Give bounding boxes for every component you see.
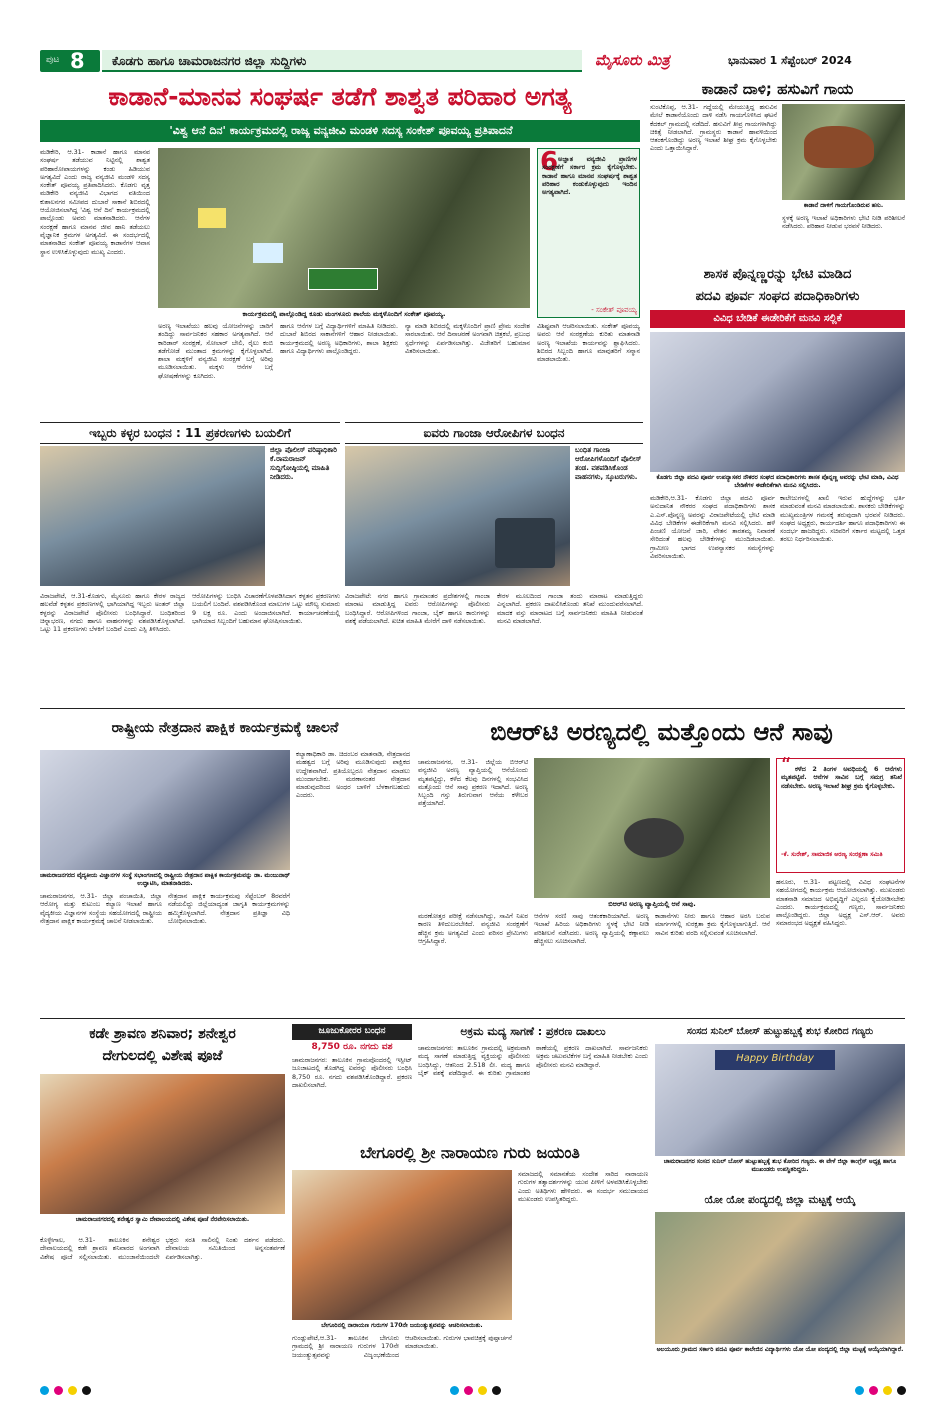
- elephant-story: [418, 714, 905, 1014]
- yoga-headline: ಯೋ ಯೋ ಪಂದ್ಯದಲ್ಲಿ ಜಿಲ್ಲಾ ಮಟ್ಟಕ್ಕೆ ಆಯ್ಕೆ: [704, 1194, 856, 1206]
- gamble-text: ಚಾಮರಾಜನಗರ: ತಾಲೂಕಿನ ಗ್ರಾಮವೊಂದರಲ್ಲಿ ಇಸ್ಪೀಟ್ ಜೂಜಾಟದಲ್ಲಿ ತೊಡಗಿದ್ದ ಐವರನ್ನು ಪೊಲೀಸರು ಬಂಧಿಸಿ 8,750 ರೂ. ನಗದು ವಶಪಡಿಸಿಕೊಂಡಿದ್ದಾರೆ. ಪ್ರಕರಣ ದಾಖಲಿಸಲಾಗಿದೆ.: [292, 1056, 412, 1089]
- cow-caption: ಕಾಡಾನೆ ದಾಳಿಗೆ ಗಾಯಗೊಂಡಿರುವ ಹಸು.: [803, 202, 884, 209]
- cow-text-2: ಸ್ಥಳಕ್ಕೆ ಅರಣ್ಯ ಇಲಾಖೆ ಅಧಿಕಾರಿಗಳು ಭೇಟಿ ನೀಡಿ ಪರಿಶೀಲನೆ ನಡೆಸಿದರು. ಪರಿಹಾರ ನೀಡುವ ಭರವಸೆ ನೀಡಿದರು.: [782, 214, 905, 231]
- police-column-1: ವಿರಾಜಪೇಟೆ, ಆ.31-ಕೊಡಗು, ಮೈಸೂರು ಹಾಗೂ ಕೇರಳ ರಾಜ್ಯದ ಹಲವೆಡೆ ಕಳ್ಳತನ ಪ್ರಕರಣಗಳಲ್ಲಿ ಭಾಗಿಯಾಗಿದ್ದ ಇಬ್ಬರು ಅಂತರ್ ಜಿಲ್ಲಾ ಕಳ್ಳರನ್ನು ವಿರಾಜಪೇಟೆ ಪೊಲೀಸರು ಬಂಧಿಸಿದ್ದಾರೆ. ಬಂಧಿತರಿಂದ ಚಿನ್ನಾಭರಣ, ನಗದು ಹಾಗೂ ವಾಹನಗಳನ್ನು ವಶಪಡಿಸಿಕೊಳ್ಳಲಾಗಿದೆ. ಒಟ್ಟು 11 ಪ್ರಕರಣಗಳು ಬೆಳಕಿಗೆ ಬಂದಿವೆ ಎಂದು ಎಸ್ಪಿ ತಿಳಿಸಿದರು.: [40, 592, 185, 634]
- ganja-photo-label: ಬಂಧಿತ ಗಾಂಜಾ ಆರೋಪಿಗಳೊಂದಿಗೆ ಪೊಲೀಸ್ ತಂಡ. ವಶಪಡಿಸಿಕೊಂಡ ವಾಹನಗಳು, ಸ್ಕೂಟರುಗಳು.: [575, 446, 642, 481]
- birthday-headline: ಸಂಸದ ಸುನಿಲ್ ಬೋಸ್ ಹುಟ್ಟುಹಬ್ಬಕ್ಕೆ ಶುಭ ಕೋರಿದ ಗಣ್ಯರು: [686, 1026, 874, 1037]
- eye-headline: ರಾಷ್ಟ್ರೀಯ ನೇತ್ರದಾನ ಪಾಕ್ಷಿಕ ಕಾರ್ಯಕ್ರಮಕ್ಕೆ ಚಾಲನೆ: [111, 720, 339, 736]
- gamble-amount: 8,750 ರೂ. ನಗದು ವಶ: [311, 1042, 393, 1052]
- lead-column-3: ಹಾಗೂ ಆನೆಗಳ ಬಗ್ಗೆ ವಿದ್ಯಾರ್ಥಿಗಳಿಗೆ ಮಾಹಿತಿ ನೀಡಿದರು. ದುಬಾರೆ ಶಿಬಿರದ ಸಾಕಾನೆಗಳಿಗೆ ಆಹಾರ ನೀಡಲಾಯಿತು. ಕಾರ್ಯಕ್ರಮದಲ್ಲಿ ಅರಣ್ಯ ಅಧಿಕಾರಿಗಳು, ಶಾಲಾ ಶಿಕ್ಷಕರು ಹಾಗೂ ವಿದ್ಯಾರ್ಥಿಗಳು ಪಾಲ್ಗೊಂಡಿದ್ದರು.: [280, 322, 398, 355]
- lead-subhead: 'ವಿಶ್ವ ಆನೆ ದಿನ' ಕಾರ್ಯಕ್ರಮದಲ್ಲಿ ರಾಜ್ಯ ವನ್ಯಜೀವಿ ಮಂಡಳಿ ಸದಸ್ಯ ಸಂಕೇತ್ ಪೂವಯ್ಯ ಪ್ರತಿಪಾದನೆ: [169, 124, 513, 137]
- ganja-story: [345, 422, 643, 702]
- section-divider: [40, 708, 905, 709]
- section-title-bar: [102, 50, 582, 72]
- cow-photo: [782, 104, 905, 200]
- narayana-story: [292, 1140, 648, 1375]
- police-story: [40, 422, 340, 702]
- cow-shape: [804, 126, 874, 168]
- section-title: ಕೊಡಗು ಹಾಗೂ ಚಾಮರಾಜನಗರ ಜಿಲ್ಲಾ ಸುದ್ದಿಗಳು: [112, 54, 307, 68]
- quote-mark-icon: “: [781, 753, 792, 777]
- yoga-story: [655, 1190, 905, 1375]
- eye-photo: [40, 750, 290, 870]
- shani-text: ಕೊಳ್ಳೇಗಾಲ, ಆ.31- ತಾಲೂಕಿನ ಶನೇಶ್ವರ ದೇವಾಲಯದಲ್ಲಿ ಕಡೇ ಶ್ರಾವಣ ಶನಿವಾರದ ಅಂಗವಾಗಿ ವಿಶೇಷ ಪೂಜೆ ಸಲ್ಲಿಸಲಾಯಿತು. ಮುಂಜಾನೆಯಿಂದಲೇ ಭಕ್ತರು ಸರತಿ ಸಾಲಿನಲ್ಲಿ ನಿಂತು ದರ್ಶನ ಪಡೆದರು. ದೇವಾಲಯ ಸಮಿತಿಯಿಂದ ಅನ್ನಸಂತರ್ಪಣೆ ಏರ್ಪಡಿಸಲಾಗಿತ್ತು.: [40, 1236, 285, 1261]
- ganja-column-1: ವಿರಾಜಪೇಟೆ: ನಗರ ಹಾಗೂ ಗ್ರಾಮಾಂತರ ಪ್ರದೇಶಗಳಲ್ಲಿ ಗಾಂಜಾ ಮಾರಾಟ ಮಾಡುತ್ತಿದ್ದ ಐವರು ಆರೋಪಿಗಳನ್ನು ಪೊಲೀಸರು ಬಂಧಿಸಿದ್ದಾರೆ. ಆರೋಪಿಗಳಿಂದ ಗಾಂಜಾ, ಬೈಕ್ ಹಾಗೂ ಕಾರುಗಳನ್ನು ವಶಕ್ಕೆ ಪಡೆಯಲಾಗಿದೆ. ಖಚಿತ ಮಾಹಿತಿ ಮೇರೆಗೆ ದಾಳಿ ನಡೆಸಲಾಯಿತು.: [345, 592, 490, 625]
- liquor-text: ಚಾಮರಾಜನಗರ: ತಾಲೂಕಿನ ಗ್ರಾಮದಲ್ಲಿ ಅಕ್ರಮವಾಗಿ ಮದ್ಯ ಸಾಗಣೆ ಮಾಡುತ್ತಿದ್ದ ವ್ಯಕ್ತಿಯನ್ನು ಪೊಲೀಸರು ಬಂಧಿಸಿದ್ದು, ಆತನಿಂದ 2.518 ಲೀ. ಮದ್ಯ ಹಾಗೂ ಬೈಕ್ ವಶಕ್ಕೆ ಪಡೆದಿದ್ದಾರೆ. ಈ ಕುರಿತು ಗ್ರಾಮಾಂತರ ಠಾಣೆಯಲ್ಲಿ ಪ್ರಕರಣ ದಾಖಲಾಗಿದೆ. ಸಾರ್ವಜನಿಕರು ಅಕ್ರಮ ಚಟುವಟಿಕೆಗಳ ಬಗ್ಗೆ ಮಾಹಿತಿ ನೀಡಬೇಕು ಎಂದು ಪೊಲೀಸರು ಮನವಿ ಮಾಡಿದ್ದಾರೆ.: [418, 1044, 648, 1077]
- meeting-headline-1: ಶಾಸಕ ಪೊನ್ನಣ್ಣರನ್ನು ಭೇಟಿ ಮಾಡಿದ: [703, 267, 852, 282]
- masthead: [40, 48, 905, 74]
- police-headline: ಇಬ್ಬರು ಕಳ್ಳರ ಬಂಧನ : 11 ಪ್ರಕರಣಗಳು ಬಯಲಿಗೆ: [40, 422, 340, 444]
- lead-photo: [158, 148, 530, 308]
- eye-story: [40, 714, 410, 1014]
- shani-photo: [40, 1074, 285, 1214]
- lead-photo-caption: ಕಾರ್ಯಕ್ರಮದಲ್ಲಿ ಪಾಲ್ಗೊಂಡಿದ್ದ ಕೂಡು ಮಂಗಳೂರು ಶಾಲೆಯ ಮಕ್ಕಳೊಂದಿಗೆ ಸಂಕೇತ್ ಪೂವಯ್ಯ.: [242, 310, 446, 318]
- liquor-headline: ಅಕ್ರಮ ಮದ್ಯ ಸಾಗಣೆ : ಪ್ರಕರಣ ದಾಖಲು: [460, 1025, 606, 1038]
- cow-story: [650, 78, 905, 258]
- registration-mark: [82, 1386, 91, 1395]
- registration-mark: [883, 1386, 892, 1395]
- elephant-column-2: ಮರಣೋತ್ತರ ಪರೀಕ್ಷೆ ನಡೆಸಲಾಗಿದ್ದು, ಸಾವಿಗೆ ನಿಖರ ಕಾರಣ ತಿಳಿದುಬರಬೇಕಿದೆ. ವನ್ಯಜೀವಿ ಸಂರಕ್ಷಣೆಗೆ ಹೆಚ್ಚಿನ ಕ್ರಮ ಅಗತ್ಯವಿದೆ ಎಂದು ಪರಿಸರ ಪ್ರೇಮಿಗಳು ಆಗ್ರಹಿಸಿದ್ದಾರೆ.: [418, 912, 528, 945]
- elephant-photo-caption: ಬಿಆರ್‌ಟಿ ಅರಣ್ಯ ವ್ಯಾಪ್ತಿಯಲ್ಲಿ ಆನೆ ಸಾವು.: [608, 900, 696, 908]
- elephant-column-1: ಚಾಮರಾಜನಗರ, ಆ.31- ಜಿಲ್ಲೆಯ ಬಿಆರ್‌ಟಿ ವನ್ಯಜೀವಿ ಅರಣ್ಯ ವ್ಯಾಪ್ತಿಯಲ್ಲಿ ಆನೆಯೊಂದು ಮೃತಪಟ್ಟಿದ್ದು, ಕಳೆದ ಕೆಲವು ದಿನಗಳಲ್ಲಿ ಸಂಭವಿಸಿದ ಮತ್ತೊಂದು ಆನೆ ಸಾವು ಪ್ರಕರಣ ಇದಾಗಿದೆ. ಅರಣ್ಯ ಸಿಬ್ಬಂದಿ ಗಸ್ತು ತಿರುಗುವಾಗ ಆನೆಯ ಕಳೇಬರ ಪತ್ತೆಯಾಗಿದೆ.: [418, 758, 528, 808]
- eye-column-3: ನೇತ್ರದಾನ ಪಾಕ್ಷಿಕ ಕಾರ್ಯಕ್ರಮವು ಸೆಪ್ಟೆಂಬರ್ 8ರವರೆಗೆ ನಡೆಯಲಿದ್ದು ಜಿಲ್ಲೆಯಾದ್ಯಂತ ಜಾಗೃತಿ ಕಾರ್ಯಕ್ರಮಗಳನ್ನು ಹಮ್ಮಿಕೊಳ್ಳಲಾಗಿದೆ. ನೇತ್ರದಾನ ಪ್ರತಿಜ್ಞಾ ವಿಧಿ ಬೋಧಿಸಲಾಯಿತು.: [168, 892, 290, 925]
- narayana-column-2: ಸಮಾಜದಲ್ಲಿ ಸಮಾನತೆಯ ಸಂದೇಶ ಸಾರಿದ ನಾರಾಯಣ ಗುರುಗಳ ತತ್ವಾದರ್ಶಗಳನ್ನು ಯುವ ಪೀಳಿಗೆ ಅಳವಡಿಸಿಕೊಳ್ಳಬೇಕು ಎಂದು ಅತಿಥಿಗಳು ಹೇಳಿದರು. ಈ ಸಂದರ್ಭ ಸಮುದಾಯದ ಮುಖಂಡರು ಉಪಸ್ಥಿತರಿದ್ದರು.: [518, 1170, 648, 1203]
- police-photo-label: ಜಿಲ್ಲಾ ಪೊಲೀಸ್ ವರಿಷ್ಠಾಧಿಕಾರಿ ಕೆ.ರಾಮರಾಜನ್ ಸುದ್ದಿಗೋಷ್ಠಿಯಲ್ಲಿ ಮಾಹಿತಿ ನೀಡಿದರು.: [270, 446, 337, 481]
- narayana-headline: ಬೇಗೂರಲ್ಲಿ ಶ್ರೀ ನಾರಾಯಣ ಗುರು ಜಯಂತಿ: [360, 1143, 580, 1162]
- gamble-story: [292, 1022, 412, 1137]
- shani-headline-1: ಕಡೇ ಶ್ರಾವಣ ಶನಿವಾರ; ಶನೇಶ್ವರ: [89, 1026, 236, 1042]
- lead-column-4: ನ್ಯಾ ಮಾಡಿ ಶಿಬಿರದಲ್ಲಿ ಮಕ್ಕಳೊಂದಿಗೆ ಪ್ರಾಣಿ ಪ್ರೇಮ ಸಂದೇಶ ಸಾರಲಾಯಿತು. ಆನೆ ದಿನಾಚರಣೆ ಅಂಗವಾಗಿ ಚಿತ್ರಕಲೆ, ಪ್ರಬಂಧ ಸ್ಪರ್ಧೆಗಳನ್ನು ಏರ್ಪಡಿಸಲಾಗಿತ್ತು. ವಿಜೇತರಿಗೆ ಬಹುಮಾನ ವಿತರಿಸಲಾಯಿತು.: [405, 322, 530, 355]
- page-label: ಪುಟ: [46, 55, 60, 65]
- eye-caption: ಚಾಮರಾಜನಗರದ ವೈದ್ಯಕೀಯ ವಿಜ್ಞಾನಗಳ ಸಂಸ್ಥೆ ಸಭಾಂಗಣದಲ್ಲಿ ರಾಷ್ಟ್ರೀಯ ನೇತ್ರದಾನ ಪಾಕ್ಷಿಕ ಕಾರ್ಯಕ್ರಮವನ್ನು ಡಾ. ಮಂಜುನಾಥ್ ಉದ್ಘಾಟಿಸಿ, ಮಾತನಾಡಿದರು.: [40, 872, 290, 887]
- meeting-photo: [650, 332, 905, 472]
- lead-column-1: ಮಡಿಕೇರಿ, ಆ.31- ಕಾಡಾನೆ ಹಾಗೂ ಮಾನವ ಸಂಘರ್ಷ ತಡೆಯುವ ನಿಟ್ಟಿನಲ್ಲಿ ಶಾಶ್ವತ ಪರಿಹಾರೋಪಾಯಗಳನ್ನು ಕಂಡು ಹಿಡಿಯುವ ಅಗತ್ಯವಿದೆ ಎಂದು ರಾಜ್ಯ ವನ್ಯಜೀವಿ ಮಂಡಳಿ ಸದಸ್ಯ ಸಂಕೇತ್ ಪೂವಯ್ಯ ಪ್ರತಿಪಾದಿಸಿದರು. ಕೊಡಗು ವೃತ್ತ ಮಡಿಕೇರಿ ವನ್ಯಜೀವಿ ವಿಭಾಗದ ವತಿಯಿಂದ ಕುಶಾಲನಗರ ಸಮೀಪದ ದುಬಾರೆ ಸಾಕಾನೆ ಶಿಬಿರದಲ್ಲಿ ಆಯೋಜಿಸಲಾಗಿದ್ದ 'ವಿಶ್ವ ಆನೆ ದಿನ' ಕಾರ್ಯಕ್ರಮದಲ್ಲಿ ಪಾಲ್ಗೊಂಡು ಅವರು ಮಾತನಾಡಿದರು. ಆನೆಗಳ ಸಂರಕ್ಷಣೆ ಹಾಗೂ ಮಾನವ ಜೀವ ಹಾನಿ ತಡೆಯಲು ವೈಜ್ಞಾನಿಕ ಕ್ರಮಗಳ ಅಗತ್ಯವಿದೆ. ಈ ಸಂದರ್ಭದಲ್ಲಿ ಮಾತನಾಡಿದ ಸಂಕೇತ್ ಪೂವಯ್ಯ ಕಾಡಾನೆಗಳ ಆವಾಸ ಸ್ಥಾನ ಉಳಿಸಿಕೊಳ್ಳುವುದು ಮುಖ್ಯ ಎಂದರು.: [40, 148, 150, 256]
- police-column-2: ಆರೋಪಿಗಳನ್ನು ಬಂಧಿಸಿ ವಿಚಾರಣೆಗೊಳಪಡಿಸಿದಾಗ ಕಳ್ಳತನ ಪ್ರಕರಣಗಳು ಬಯಲಿಗೆ ಬಂದಿವೆ. ವಶಪಡಿಸಿಕೊಂಡ ಮಾಲುಗಳ ಒಟ್ಟು ಮೌಲ್ಯ ಸುಮಾರು 9 ಲಕ್ಷ ರೂ. ಎಂದು ಅಂದಾಜಿಸಲಾಗಿದೆ. ಕಾರ್ಯಾಚರಣೆಯಲ್ಲಿ ಭಾಗಿಯಾದ ಸಿಬ್ಬಂದಿಗೆ ಬಹುಮಾನ ಘೋಷಿಸಲಾಯಿತು.: [192, 592, 340, 625]
- lead-story: [40, 78, 640, 418]
- registration-mark: [492, 1386, 501, 1395]
- gamble-headline: ಜೂಜುಕೋರರ ಬಂಧನ: [318, 1026, 386, 1036]
- ganja-column-2: ಕೇರಳ ಮೂಲದಿಂದ ಗಾಂಜಾ ತಂದು ಮಾರಾಟ ಮಾಡುತ್ತಿದ್ದರು ಎನ್ನಲಾಗಿದೆ. ಪ್ರಕರಣ ದಾಖಲಿಸಿಕೊಂಡು ತನಿಖೆ ಮುಂದುವರೆಸಲಾಗಿದೆ. ಮಾದಕ ವಸ್ತು ಮಾರಾಟದ ಬಗ್ಗೆ ಸಾರ್ವಜನಿಕರು ಮಾಹಿತಿ ನೀಡುವಂತೆ ಮನವಿ ಮಾಡಲಾಗಿದೆ.: [497, 592, 643, 625]
- elephant-headline: ಬಿಆರ್‌ಟಿ ಅರಣ್ಯದಲ್ಲಿ ಮತ್ತೊಂದು ಆನೆ ಸಾವು: [490, 718, 833, 746]
- yoga-photo: [655, 1212, 905, 1344]
- quote-author: - ಸಂಕೇತ್ ಪೂವಯ್ಯ: [591, 306, 637, 314]
- placard: [198, 208, 226, 228]
- cow-headline: ಕಾಡಾನೆ ದಾಳಿ; ಹಸುವಿಗೆ ಗಾಯ: [701, 80, 854, 98]
- narayana-photo: [292, 1170, 512, 1320]
- narayana-caption: ಬೇಗೂರಿನಲ್ಲಿ ನಾರಾಯಣ ಗುರುಗಳ 170ನೇ ಜಯಂತ್ಯುತ್ಸವವನ್ನು ಆಚರಿಸಲಾಯಿತು.: [321, 1322, 483, 1329]
- elephant-quote-text: ಕಳೆದ 2 ತಿಂಗಳ ಅವಧಿಯಲ್ಲಿ 6 ಆನೆಗಳು ಮೃತಪಟ್ಟಿವೆ. ಆನೆಗಳ ಸಾವಿನ ಬಗ್ಗೆ ಸಮಗ್ರ ತನಿಖೆ ನಡೆಸಬೇಕು. ಅರಣ್ಯ ಇಲಾಖೆ ಶೀಘ್ರ ಕ್ರಮ ಕೈಗೊಳ್ಳಬೇಕು.: [781, 765, 902, 790]
- meeting-caption: ಕೊಡಗು ಜಿಲ್ಲಾ ಪದವಿ ಪೂರ್ವ ಉಪನ್ಯಾಸಕರ ನೌಕರರ ಸಂಘದ ಪದಾಧಿಕಾರಿಗಳು ಶಾಸಕ ಪೊನ್ನಣ್ಣ ಅವರನ್ನು ಭೇಟಿ ಮಾಡಿ, ವಿವಿಧ ಬೇಡಿಕೆಗಳ ಈಡೇರಿಕೆಗಾಗಿ ಮನವಿ ಸಲ್ಲಿಸಿದರು.: [656, 474, 899, 489]
- registration-mark: [855, 1386, 864, 1395]
- birthday-banner: [715, 1050, 835, 1070]
- page-number: 8: [70, 49, 85, 73]
- registration-mark: [897, 1386, 906, 1395]
- meeting-story: [650, 262, 905, 702]
- ganja-photo: [345, 446, 570, 586]
- registration-mark: [478, 1386, 487, 1395]
- registration-mark: [40, 1386, 49, 1395]
- page-badge: [40, 50, 100, 72]
- banner-sign: [308, 268, 378, 290]
- lead-subhead-bar: [40, 120, 640, 142]
- ganja-headline: ಐವರು ಗಾಂಜಾ ಆರೋಪಿಗಳ ಬಂಧನ: [345, 422, 643, 444]
- shani-headline-2: ದೇಗುಲದಲ್ಲಿ ವಿಶೇಷ ಪೂಜೆ: [102, 1048, 223, 1064]
- eye-column-1: ಕಲ್ಯಾಣಾಧಿಕಾರಿ ಡಾ. ಚಿದಂಬರ ಮಾತನಾಡಿ, ನೇತ್ರದಾನದ ಮಹತ್ವದ ಬಗ್ಗೆ ಅರಿವು ಮೂಡಿಸುವುದು ಪಾಕ್ಷಿಕದ ಉದ್ದೇಶವಾಗಿದೆ. ಪ್ರತಿಯೊಬ್ಬರೂ ನೇತ್ರದಾನ ಮಾಡಲು ಮುಂದಾಗಬೇಕು. ಮರಣಾನಂತರ ನೇತ್ರದಾನ ಮಾಡುವುದರಿಂದ ಅಂಧರ ಬಾಳಿಗೆ ಬೆಳಕಾಗಬಹುದು ಎಂದರು.: [296, 750, 410, 800]
- lead-quote-box: [537, 148, 640, 318]
- elephant-carcass-shape: [624, 818, 684, 858]
- birthday-photo: [655, 1044, 905, 1156]
- elephant-quote-author: -ಕೆ. ಸುರೇಶ್, ಸಾಮಾಜಿಕ ಅರಣ್ಯ ಸಂರಕ್ಷಣಾ ಸಮಿತಿ: [781, 851, 883, 858]
- eye-column-2: ಚಾಮರಾಜನಗರ, ಆ.31- ಜಿಲ್ಲಾ ಪಂಚಾಯಿತಿ, ಜಿಲ್ಲಾ ಆರೋಗ್ಯ ಮತ್ತು ಕುಟುಂಬ ಕಲ್ಯಾಣ ಇಲಾಖೆ ಹಾಗೂ ವೈದ್ಯಕೀಯ ವಿಜ್ಞಾನಗಳ ಸಂಸ್ಥೆಯ ಸಹಯೋಗದಲ್ಲಿ ರಾಷ್ಟ್ರೀಯ ನೇತ್ರದಾನ ಪಾಕ್ಷಿಕ ಕಾರ್ಯಕ್ರಮಕ್ಕೆ ಚಾಲನೆ ನೀಡಲಾಯಿತು.: [40, 892, 162, 925]
- birthday-banner-text: Happy Birthday: [736, 1053, 814, 1064]
- registration-mark: [54, 1386, 63, 1395]
- meeting-headline-2: ಪದವಿ ಪೂರ್ವ ಸಂಘದ ಪದಾಧಿಕಾರಿಗಳು: [695, 289, 860, 304]
- registration-mark: [869, 1386, 878, 1395]
- meeting-column-1: ಮಡಿಕೇರಿ,ಆ.31- ಕೊಡಗು ಜಿಲ್ಲಾ ಪದವಿ ಪೂರ್ವ ಅನುದಾನಿತ ನೌಕರರ ಸಂಘದ ಪದಾಧಿಕಾರಿಗಳು ಶಾಸಕ ಎ.ಎಸ್.ಪೊನ್ನಣ್ಣ ಅವರನ್ನು ವಿರಾಜಪೇಟೆಯಲ್ಲಿ ಭೇಟಿ ಮಾಡಿ ವಿವಿಧ ಬೇಡಿಕೆಗಳ ಈಡೇರಿಕೆಗಾಗಿ ಮನವಿ ಸಲ್ಲಿಸಿದರು. ಹಳೆ ಪಿಂಚಣಿ ಯೋಜನೆ ಜಾರಿ, ವೇತನ ತಾರತಮ್ಯ ನಿವಾರಣೆ ಸೇರಿದಂತೆ ಹಲವು ಬೇಡಿಕೆಗಳನ್ನು ಮುಂದಿಡಲಾಯಿತು. ಗ್ರಾಮೀಣ ಭಾಗದ ಉಪನ್ಯಾಸಕರ ಸಮಸ್ಯೆಗಳನ್ನು ವಿವರಿಸಲಾಯಿತು.: [650, 494, 775, 561]
- registration-mark: [450, 1386, 459, 1395]
- narayana-column-1: ಗುಂಡ್ಲುಪೇಟೆ,ಆ.31- ತಾಲೂಕಿನ ಬೇಗೂರು ಗ್ರಾಮದಲ್ಲಿ ಶ್ರೀ ನಾರಾಯಣ ಗುರುಗಳ 170ನೇ ಜಯಂತ್ಯುತ್ಸವವನ್ನು ವಿಜೃಂಭಣೆಯಿಂದ ಆಚರಿಸಲಾಯಿತು. ಗುರುಗಳ ಭಾವಚಿತ್ರಕ್ಕೆ ಪುಷ್ಪಾರ್ಚನೆ ಮಾಡಲಾಯಿತು.: [292, 1334, 512, 1359]
- section-divider: [40, 1018, 905, 1019]
- registration-mark: [68, 1386, 77, 1395]
- placard: [253, 243, 283, 263]
- right-mid-text: ಹನೂರು, ಆ.31- ಪಟ್ಟಣದಲ್ಲಿ ವಿವಿಧ ಸಂಘಟನೆಗಳ ಸಹಯೋಗದಲ್ಲಿ ಕಾರ್ಯಕ್ರಮ ಆಯೋಜಿಸಲಾಗಿತ್ತು. ಮುಖಂಡರು ಮಾತನಾಡಿ ಸಮಾಜದ ಅಭಿವೃದ್ಧಿಗೆ ಎಲ್ಲರೂ ಕೈಜೋಡಿಸಬೇಕು ಎಂದರು. ಕಾರ್ಯಕ್ರಮದಲ್ಲಿ ಗಣ್ಯರು, ಸಾರ್ವಜನಿಕರು ಪಾಲ್ಗೊಂಡಿದ್ದರು. ಜಿಲ್ಲಾ ಅಧ್ಯಕ್ಷ ಎಸ್.ಆರ್. ಅವರು ಸಮಾರಂಭದ ಅಧ್ಯಕ್ಷತೆ ವಹಿಸಿದ್ದರು.: [776, 878, 905, 928]
- lead-column-5: ವಿಶಿಷ್ಟವಾಗಿ ಆಚರಿಸಲಾಯಿತು. ಸಂಕೇತ್ ಪೂವಯ್ಯ ಅವರು ಆನೆ ಸಂರಕ್ಷಣೆಯ ಕುರಿತು ಮಾತನಾಡಿ ಅರಣ್ಯ ಇಲಾಖೆಯ ಕಾರ್ಯವನ್ನು ಶ್ಲಾಘಿಸಿದರು. ಶಿಬಿರದ ಸಿಬ್ಬಂದಿ ಹಾಗೂ ಮಾವುತರಿಗೆ ಸನ್ಮಾನ ಮಾಡಲಾಯಿತು.: [537, 322, 640, 364]
- elephant-column-3: ಆನೆಗಳ ಸರಣಿ ಸಾವು ಆತಂಕಕಾರಿಯಾಗಿದೆ. ಅರಣ್ಯ ಇಲಾಖೆ ಹಿರಿಯ ಅಧಿಕಾರಿಗಳು ಸ್ಥಳಕ್ಕೆ ಭೇಟಿ ನೀಡಿ ಪರಿಶೀಲನೆ ನಡೆಸಿದರು. ಅರಣ್ಯ ವ್ಯಾಪ್ತಿಯಲ್ಲಿ ಕಣ್ಗಾವಲು ಹೆಚ್ಚಿಸಲು ಸೂಚಿಸಲಾಗಿದೆ.: [534, 912, 649, 945]
- elephant-photo: [534, 758, 770, 898]
- shani-story: [40, 1022, 285, 1377]
- meeting-column-2: ಕಾಲೇಜುಗಳಲ್ಲಿ ಖಾಲಿ ಇರುವ ಹುದ್ದೆಗಳನ್ನು ಭರ್ತಿ ಮಾಡುವಂತೆ ಮನವಿ ಮಾಡಲಾಯಿತು. ಶಾಸಕರು ಬೇಡಿಕೆಗಳನ್ನು ಮುಖ್ಯಮಂತ್ರಿಗಳ ಗಮನಕ್ಕೆ ತರುವುದಾಗಿ ಭರವಸೆ ನೀಡಿದರು. ಸಂಘದ ಅಧ್ಯಕ್ಷರು, ಕಾರ್ಯದರ್ಶಿ ಹಾಗೂ ಪದಾಧಿಕಾರಿಗಳು ಈ ಸಂದರ್ಭ ಹಾಜರಿದ್ದರು. ಸಚಿವರಿಗೆ ಸರ್ಕಾರ ಮಟ್ಟದಲ್ಲಿ ಒತ್ತಡ ತರಲು ನಿರ್ಧರಿಸಲಾಯಿತು.: [780, 494, 905, 544]
- paper-name: ಮೈಸೂರು ಮಿತ್ರ: [595, 51, 670, 69]
- quote-text: ಅಜ್ಞಾತ ವನ್ಯಜೀವಿ ಪ್ರಾಣಿಗಳ ಸಂರಕ್ಷಣೆಗೆ ಸರ್ಕಾರ ಕ್ರಮ ಕೈಗೊಳ್ಳಬೇಕು. ಕಾಡಾನೆ ಹಾಗೂ ಮಾನವ ಸಂಘರ್ಷಕ್ಕೆ ಶಾಶ್ವತ ಪರಿಹಾರ ಕಂಡುಕೊಳ್ಳುವುದು ಇಂದಿನ ಅಗತ್ಯವಾಗಿದೆ.: [542, 155, 637, 197]
- birthday-caption: ಚಾಮರಾಜನಗರ ಸಂಸದ ಸುನಿಲ್ ಬೋಸ್ ಹುಟ್ಟುಹಬ್ಬಕ್ಕೆ ಶುಭ ಕೋರಿದ ಗಣ್ಯರು. ಈ ವೇಳೆ ಜಿಲ್ಲಾ ಕಾಂಗ್ರೆಸ್ ಅಧ್ಯಕ್ಷ ಹಾಗೂ ಮುಖಂಡರು ಉಪಸ್ಥಿತರಿದ್ದರು.: [663, 1158, 897, 1173]
- elephant-column-4: ಕಾಡಾನೆಗಳು ನೀರು ಹಾಗೂ ಆಹಾರ ಅರಸಿ ಬರುವ ಮಾರ್ಗಗಳಲ್ಲಿ ಸುರಕ್ಷತಾ ಕ್ರಮ ಕೈಗೊಳ್ಳಲಾಗುತ್ತಿದೆ. ಆನೆ ಸಾವಿನ ಕುರಿತು ವರದಿ ಸಲ್ಲಿಸುವಂತೆ ಸೂಚಿಸಲಾಗಿದೆ.: [655, 912, 770, 937]
- issue-date: ಭಾನುವಾರ 1 ಸೆಪ್ಟೆಂಬರ್ 2024: [728, 54, 852, 67]
- lead-column-2: ಅರಣ್ಯ ಇಲಾಖೆಯು ಹಲವು ಯೋಜನೆಗಳನ್ನು ಜಾರಿಗೆ ತಂದಿದ್ದು ಸಾರ್ವಜನಿಕರ ಸಹಕಾರ ಅಗತ್ಯವಾಗಿದೆ. ಆನೆ ಕಾರಿಡಾರ್ ಸಂರಕ್ಷಣೆ, ಸೋಲಾರ್ ಬೇಲಿ, ರೈಲು ಕಂಬಿ ತಡೆಗೋಡೆ ಮುಂತಾದ ಕ್ರಮಗಳನ್ನು ಕೈಗೊಳ್ಳಲಾಗಿದೆ. ಶಾಲಾ ಮಕ್ಕಳಿಗೆ ವನ್ಯಜೀವಿ ಸಂರಕ್ಷಣೆ ಬಗ್ಗೆ ಅರಿವು ಮೂಡಿಸಲಾಯಿತು. ಮಕ್ಕಳು ಆನೆಗಳ ಬಗ್ಗೆ ಘೋಷಣೆಗಳನ್ನು ಕೂಗಿದರು.: [158, 322, 273, 380]
- elephant-quote-box: [776, 753, 905, 873]
- gamble-headline-bar: [292, 1024, 412, 1040]
- liquor-story: [418, 1022, 648, 1137]
- meeting-subhead: ವಿವಿಧ ಬೇಡಿಕೆ ಈಡೇರಿಕೆಗೆ ಮನವಿ ಸಲ್ಲಿಕೆ: [713, 313, 842, 324]
- divider: [650, 100, 905, 101]
- shani-caption: ಚಾಮರಾಜನಗರದಲ್ಲಿ ಶನೇಶ್ವರ ಸ್ವಾಮಿ ದೇವಾಲಯದಲ್ಲಿ ವಿಶೇಷ ಪೂಜೆ ನೆರವೇರಿಸಲಾಯಿತು.: [75, 1216, 250, 1223]
- cow-text: ಸುಂಟಿಕೊಪ್ಪ, ಆ.31- ಗದ್ದೆಯಲ್ಲಿ ಮೇಯುತ್ತಿದ್ದ ಹಸುವಿನ ಮೇಲೆ ಕಾಡಾನೆಯೊಂದು ದಾಳಿ ನಡೆಸಿ ಗಾಯಗೊಳಿಸಿದ ಘಟನೆ ಕೆದಕಲ್ ಗ್ರಾಮದಲ್ಲಿ ನಡೆದಿದೆ. ಹಸುವಿಗೆ ತೀವ್ರ ಗಾಯಗಳಾಗಿದ್ದು ಚಿಕಿತ್ಸೆ ನೀಡಲಾಗಿದೆ. ಗ್ರಾಮಸ್ಥರು ಕಾಡಾನೆ ಹಾವಳಿಯಿಂದ ಆತಂಕಗೊಂಡಿದ್ದು ಅರಣ್ಯ ಇಲಾಖೆ ಶೀಘ್ರ ಕ್ರಮ ಕೈಗೊಳ್ಳಬೇಕು ಎಂದು ಒತ್ತಾಯಿಸಿದ್ದಾರೆ.: [650, 103, 777, 153]
- vehicle-shape: [495, 518, 555, 568]
- police-photo: [40, 446, 265, 586]
- quote-big-number: 6: [540, 147, 559, 177]
- yoga-caption: ಅಲಯೂರು ಗ್ರಾಮದ ಸರ್ಕಾರಿ ಪದವಿ ಪೂರ್ವ ಕಾಲೇಜಿನ ವಿದ್ಯಾರ್ಥಿಗಳು ಯೋ ಯೋ ಪಂದ್ಯದಲ್ಲಿ ಜಿಲ್ಲಾ ಮಟ್ಟಕ್ಕೆ ಆಯ್ಕೆಯಾಗಿದ್ದಾರೆ.: [656, 1346, 904, 1353]
- meeting-subhead-bar: [650, 310, 905, 328]
- lead-headline: ಕಾಡಾನೆ-ಮಾನವ ಸಂಘರ್ಷ ತಡೆಗೆ ಶಾಶ್ವತ ಪರಿಹಾರ ಅಗತ್ಯ: [108, 82, 572, 111]
- registration-mark: [464, 1386, 473, 1395]
- birthday-story: [655, 1022, 905, 1187]
